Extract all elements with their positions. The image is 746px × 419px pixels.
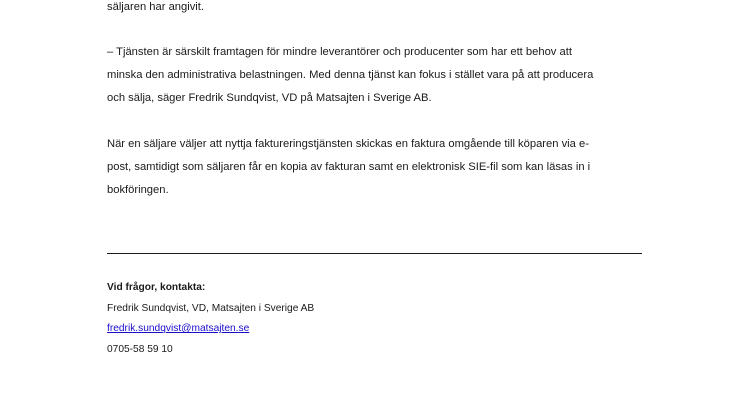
body-paragraph-3 (107, 133, 647, 202)
body-paragraph-1 (107, 0, 647, 19)
contact-name: Fredrik Sundqvist, VD, Matsajten i Sverige AB (107, 302, 315, 314)
paragraph-line: bokföringen. (107, 184, 169, 196)
paragraph-line: – Tjänsten är särskilt framtagen för mindre leverantörer och producenter som har ett behov att (107, 46, 572, 58)
paragraph-line: post, samtidigt som säljaren får en kopia av fakturan samt en elektronisk SIE-fil som kan läsas in i (107, 161, 591, 173)
contact-phone: 0705-58 59 10 (107, 343, 173, 355)
section-divider (107, 253, 642, 254)
contact-email-link[interactable]: fredrik.sundqvist@matsajten.se (107, 323, 250, 334)
paragraph-line: När en säljare väljer att nyttja faktureringstjänsten skickas en faktura omgående till köparen via e- (107, 138, 589, 150)
paragraph-line: och sälja, säger Fredrik Sundqvist, VD på Matsajten i Sverige AB. (107, 92, 432, 104)
contact-heading: Vid frågor, kontakta: (107, 282, 206, 293)
body-paragraph-quote (107, 41, 647, 110)
paragraph-line: säljaren har angivit. (107, 1, 205, 13)
paragraph-line: minska den administrativa belastningen. Med denna tjänst kan fokus i stället vara på att producera (107, 69, 594, 81)
contact-block (107, 278, 507, 360)
